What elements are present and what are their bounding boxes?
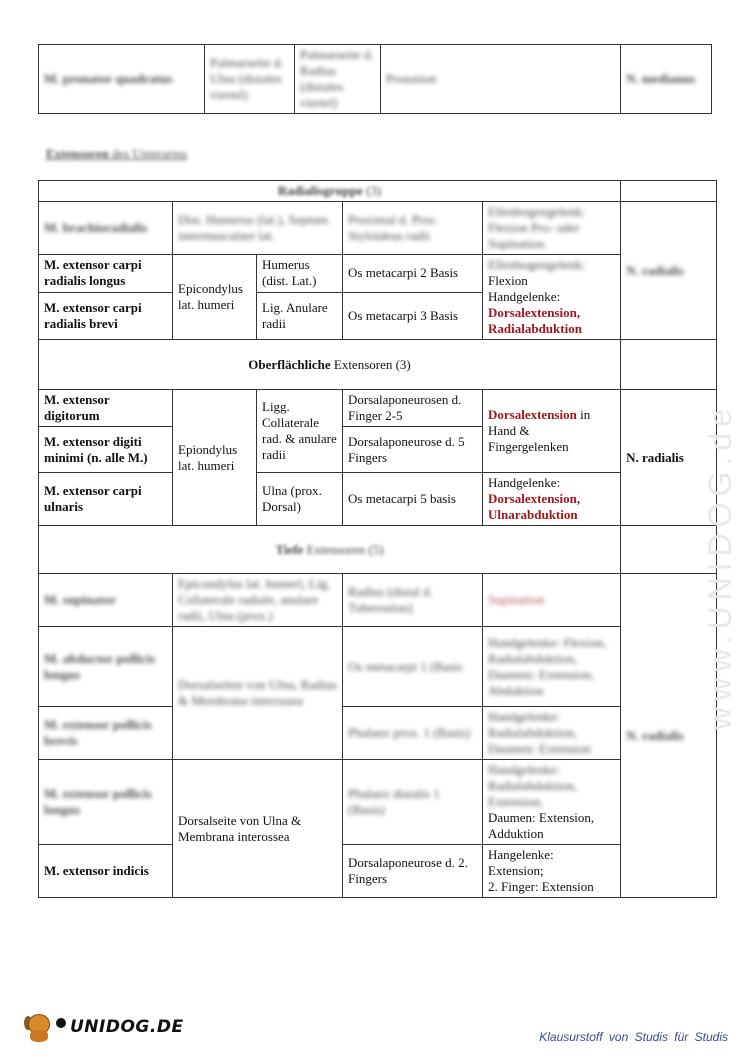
supinator-insertion: Radius (distal d. Tuberositas) xyxy=(343,574,483,627)
ecr-longus-insertion: Os metacarpi 2 Basis xyxy=(343,255,483,293)
pronator-nerve: N. medianus xyxy=(621,45,712,114)
supinator-origin: Epicondylus lat. humeri, Lig. Collaterale radiale, anulare radii, Ulna (prox.) xyxy=(173,574,343,627)
radialis-shared-function: Ellenbogengelenk: Flexion Handgelenke: Dorsalextension, Radialabduktion xyxy=(483,255,621,340)
ecu-origin2: Ulna (prox. Dorsal) xyxy=(257,473,343,526)
pronator-insertion: Palmarseite d. Radius (distales viertel) xyxy=(295,45,381,114)
epb-insertion: Phalanx prox. 1 (Basis) xyxy=(343,707,483,760)
deep-origin-upper: Dorsalseiten von Ulna, Radius & Membrana interossea xyxy=(173,627,343,760)
footer-logo[interactable] xyxy=(24,1012,184,1042)
section-title-rest: des Unterarms xyxy=(108,146,188,161)
ext-indicis-function: Hangelenke: Extension; 2. Finger: Extension xyxy=(483,845,621,898)
radialis-header: Radialisgruppe (3) xyxy=(39,181,621,202)
ecr-brevi-insertion: Os metacarpi 3 Basis xyxy=(343,292,483,339)
brachioradialis-function: Ellenbogengelenk: Flexion Pro- oder Supination xyxy=(483,202,621,255)
brachioradialis-origin: Dist. Humerus (lat.), Septum intermusculare lat. xyxy=(173,202,343,255)
deep-origin-lower: Dorsalseite von Ulna & Membrana interossea xyxy=(173,760,343,898)
ecr-brevi-origin2: Lig. Anulare radii xyxy=(257,292,343,339)
ext-digitorum-muscle: M. extensor digitorum xyxy=(39,390,173,427)
extensor-table xyxy=(38,180,717,898)
section-title-bold: Extensoren xyxy=(46,146,109,161)
ext-digitorum-origin2: Ligg. Collaterale rad. & anulare radii xyxy=(257,390,343,473)
pronator-muscle: M. pronator quadratus xyxy=(39,45,205,114)
apl-muscle: M. abductor pollicis longus xyxy=(39,627,173,707)
pronator-table xyxy=(38,44,712,114)
apl-insertion: Os metacarpi 1 (Basis xyxy=(343,627,483,707)
superficial-shared-function: Dorsalextension in Hand & Fingergelenken xyxy=(483,390,621,473)
ext-indicis-muscle: M. extensor indicis xyxy=(39,845,173,898)
ecr-brevi-muscle: M. extensor carpi radialis brevi xyxy=(39,292,173,339)
apl-function: Handgelenke: Flexion, Radialabduktion, Daumen: Extension, Abduktion xyxy=(483,627,621,707)
ecr-longus-origin2: Humerus (dist. Lat.) xyxy=(257,255,343,293)
ext-digiti-minimi-muscle: M. extensor digiti minimi (n. alle M.) xyxy=(39,427,173,473)
logo-text: UNIDOG.DE xyxy=(70,1017,184,1037)
epl-muscle: M. extensor pollicis longus xyxy=(39,760,173,845)
brachioradialis-muscle: M. brachioradialis xyxy=(39,202,173,255)
pronator-function: Pronation xyxy=(381,45,621,114)
supinator-function: Supination xyxy=(483,574,621,627)
superficial-header: Oberflächliche Extensoren (3) xyxy=(39,340,621,390)
ecu-muscle: M. extensor carpi ulnaris xyxy=(39,473,173,526)
brachioradialis-insertion: Proximal d. Proc. Styloideus radii xyxy=(343,202,483,255)
ext-digitorum-insertion: Dorsalaponeurosen d. Finger 2-5 xyxy=(343,390,483,427)
footer-tagline: Klausurstoff von Studis für Studis xyxy=(539,1030,728,1044)
ext-indicis-insertion: Dorsalaponeurose d. 2. Fingers xyxy=(343,845,483,898)
section-title xyxy=(46,146,187,162)
supinator-muscle: M. supinator xyxy=(39,574,173,627)
ecr-longus-muscle: M. extensor carpi radialis longus xyxy=(39,255,173,293)
deep-header: Tiefe Extensoren (5) xyxy=(39,526,621,574)
dog-icon xyxy=(24,1012,52,1042)
ext-digiti-minimi-insertion: Dorsalaponeurose d. 5 Fingers xyxy=(343,427,483,473)
radialis-epicondylus: Epicondylus lat. humeri xyxy=(173,255,257,340)
epb-muscle: M. extensor pollicis brevis xyxy=(39,707,173,760)
watermark: www.UNIDOG.de xyxy=(702,403,738,730)
ecu-insertion: Os metacarpi 5 basis xyxy=(343,473,483,526)
superficial-origin: Epiondylus lat. humeri xyxy=(173,390,257,526)
epl-insertion: Phalanx distalis 1 (Basis) xyxy=(343,760,483,845)
radialis-nerve: N. radialis xyxy=(621,202,717,340)
pronator-origin: Palmarseite d. Ulna (distales viertel) xyxy=(205,45,295,114)
paw-icon xyxy=(56,1018,66,1028)
ecu-function: Handgelenke: Dorsalextension, Ulnarabduktion xyxy=(483,473,621,526)
superficial-nerve: N. radialis xyxy=(621,390,717,526)
epb-function: Handgelenke: Radialabduktion, Daumen: Extension xyxy=(483,707,621,760)
deep-nerve: N. radialis xyxy=(621,574,717,898)
radialis-header-nerve-cell xyxy=(621,181,717,202)
epl-function: Handgelenke: Radialabduktion, Extension, Daumen: Extension, Adduktion xyxy=(483,760,621,845)
